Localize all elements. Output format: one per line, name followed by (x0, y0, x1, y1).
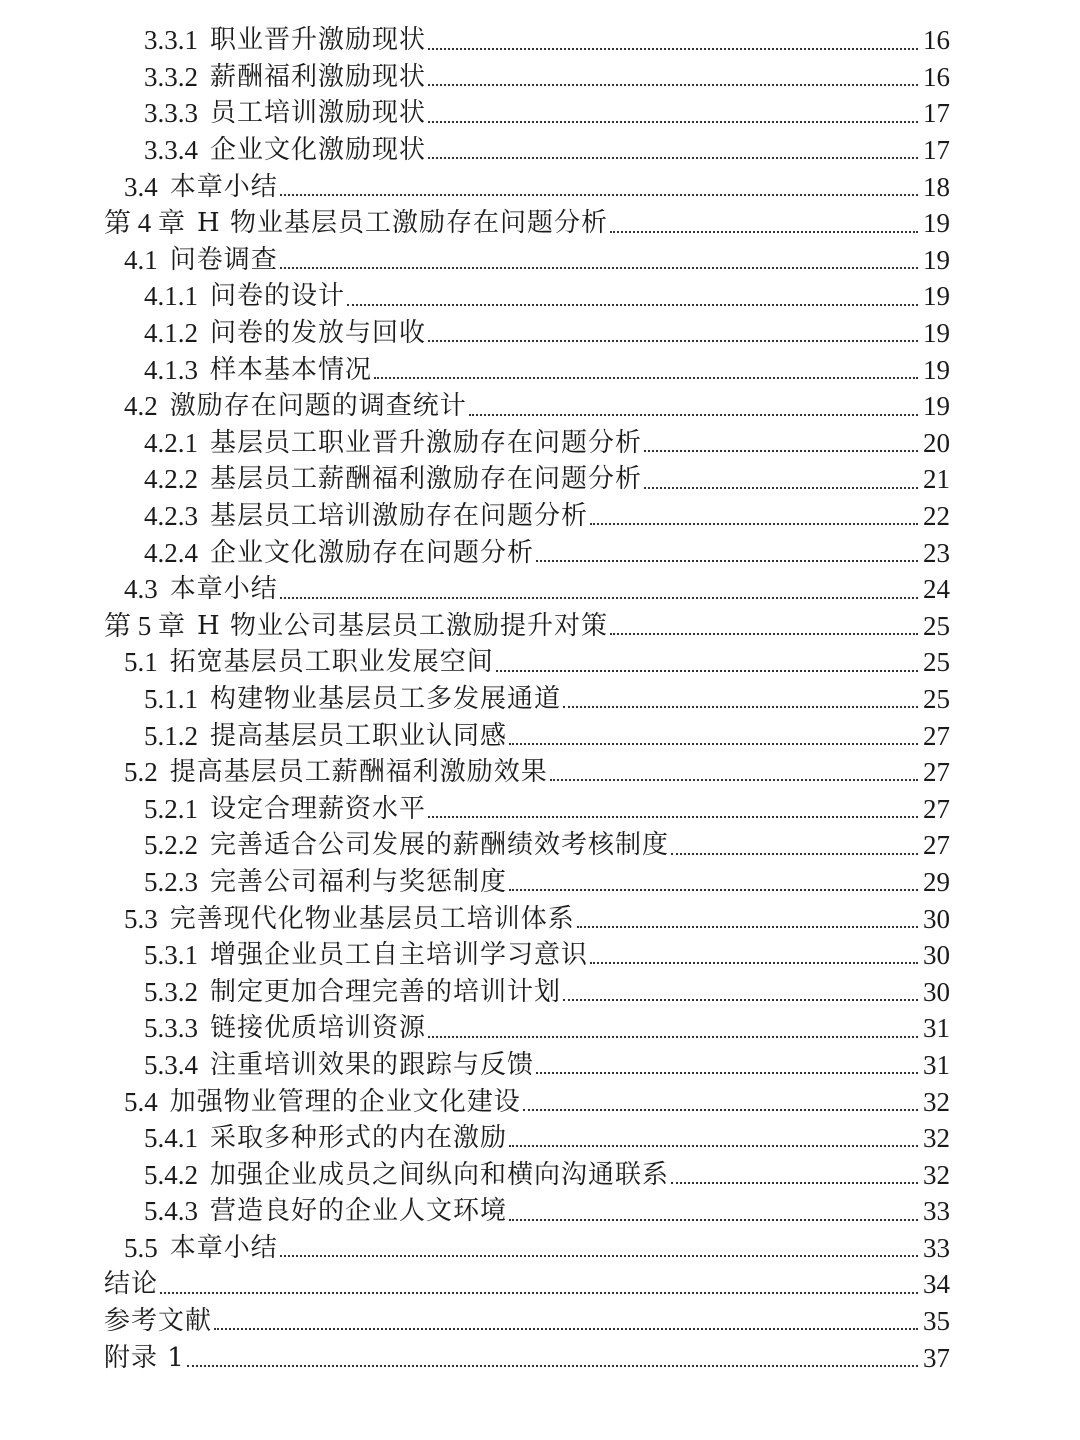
toc-entry-title: 构建物业基层员工多发展通道 (210, 683, 562, 714)
toc-entry-page-number: 25 (923, 647, 950, 678)
toc-entry-title: 营造良好的企业人文环境 (210, 1196, 508, 1227)
toc-dot-leader (509, 743, 918, 745)
toc-entry-title: 企业文化激励存在问题分析 (210, 537, 535, 568)
toc-entry-page-number: 30 (923, 903, 950, 934)
toc-entry[interactable] (0, 425, 1080, 462)
toc-entry-page-number: 27 (923, 830, 950, 861)
toc-entry-page-number: 17 (923, 98, 950, 129)
toc-entry-number: 5.2.1 (144, 793, 198, 824)
toc-entry-number: 5.4.2 (144, 1159, 198, 1190)
toc-entry-page-number: 18 (923, 171, 950, 202)
toc-entry-number: 5.4.1 (144, 1123, 198, 1154)
toc-entry[interactable] (0, 608, 1080, 645)
toc-entry-title: 问卷的设计 (210, 281, 346, 312)
toc-entry[interactable] (0, 900, 1080, 937)
toc-entry[interactable] (0, 351, 1080, 388)
toc-entry-page-number: 30 (923, 976, 950, 1007)
toc-entry-title: 基层员工培训激励存在问题分析 (210, 501, 589, 532)
toc-entry-page-number: 25 (923, 610, 950, 641)
toc-entry-title: 完善现代化物业基层员工培训体系 (169, 903, 575, 934)
toc-entry[interactable] (0, 827, 1080, 864)
toc-entry-page-number: 21 (923, 464, 950, 495)
toc-entry-page-number: 19 (923, 244, 950, 275)
toc-dot-leader (563, 999, 918, 1001)
toc-entry-number: 5.4.3 (144, 1196, 198, 1227)
toc-entry-page-number: 29 (923, 866, 950, 897)
toc-entry-page-number: 22 (923, 501, 950, 532)
toc-entry-title: 职业晋升激励现状 (210, 25, 427, 56)
toc-dot-leader (428, 1036, 918, 1038)
toc-entry-page-number: 23 (923, 537, 950, 568)
toc-entry-page-number: 34 (923, 1269, 950, 1300)
toc-entry-page-number: 32 (923, 1086, 950, 1117)
toc-entry-page-number: 33 (923, 1196, 950, 1227)
toc-entry-number: 5.1.1 (144, 683, 198, 714)
toc-entry[interactable] (0, 973, 1080, 1010)
toc-dot-leader (509, 889, 918, 891)
toc-entry-number: 4.2.3 (144, 501, 198, 532)
toc-entry-title: 激励存在问题的调查统计 (169, 391, 467, 422)
toc-entry[interactable] (0, 681, 1080, 718)
toc-entry-title: 问卷调查 (169, 244, 278, 275)
toc-entry[interactable] (0, 937, 1080, 974)
toc-entry-title: 增强企业员工自主培训学习意识 (210, 940, 589, 971)
toc-dot-leader (644, 450, 918, 452)
toc-entry[interactable] (0, 1193, 1080, 1230)
toc-dot-leader (550, 779, 918, 781)
toc-dot-leader (374, 377, 918, 379)
toc-dot-leader (280, 267, 918, 269)
toc-entry-title: 本章小结 (169, 574, 278, 605)
toc-entry-number: 4.3 (124, 574, 158, 605)
toc-entry[interactable] (0, 644, 1080, 681)
toc-entry-number: 5.3.4 (144, 1049, 198, 1080)
toc-entry-number: 5.1.2 (144, 720, 198, 751)
toc-entry-page-number: 27 (923, 757, 950, 788)
toc-entry-title: 样本基本情况 (210, 354, 373, 385)
toc-entry[interactable] (0, 205, 1080, 242)
toc-entry-number: 3.4 (124, 171, 158, 202)
toc-entry[interactable] (0, 242, 1080, 279)
toc-entry-page-number: 32 (923, 1159, 950, 1190)
toc-dot-leader (610, 231, 918, 233)
toc-entry-page-number: 24 (923, 574, 950, 605)
toc-entry-title: 基层员工薪酬福利激励存在问题分析 (210, 464, 643, 495)
toc-entry-number: 4.2 (124, 391, 158, 422)
toc-dot-leader (671, 1182, 918, 1184)
toc-entry[interactable] (0, 315, 1080, 352)
toc-dot-leader (496, 670, 918, 672)
toc-entry-title: 链接优质培训资源 (210, 1013, 427, 1044)
toc-entry[interactable] (0, 132, 1080, 169)
toc-dot-leader (671, 853, 918, 855)
toc-entry-number: 5.3.2 (144, 976, 198, 1007)
toc-entry-number: 5.4 (124, 1086, 158, 1117)
toc-entry-page-number: 16 (923, 25, 950, 56)
toc-dot-leader (428, 816, 918, 818)
toc-dot-leader (428, 121, 918, 123)
toc-entry-page-number: 16 (923, 61, 950, 92)
toc-dot-leader (536, 1072, 918, 1074)
toc-entry-page-number: 35 (923, 1306, 950, 1337)
toc-dot-leader (590, 962, 918, 964)
toc-entry-title: 制定更加合理完善的培训计划 (210, 976, 562, 1007)
toc-entry-title: 提高基层员工薪酬福利激励效果 (169, 757, 548, 788)
toc-entry-page-number: 30 (923, 940, 950, 971)
toc-dot-leader (347, 304, 918, 306)
table-of-contents (0, 22, 1080, 1376)
toc-dot-leader (536, 560, 918, 562)
toc-entry[interactable] (0, 22, 1080, 59)
toc-entry-title: 采取多种形式的内在激励 (210, 1123, 508, 1154)
toc-entry[interactable] (0, 388, 1080, 425)
toc-entry-page-number: 32 (923, 1123, 950, 1154)
toc-entry-page-number: 19 (923, 281, 950, 312)
toc-entry[interactable] (0, 534, 1080, 571)
toc-entry[interactable] (0, 59, 1080, 96)
toc-entry-page-number: 19 (923, 208, 950, 239)
toc-entry-title: H 物业基层员工激励存在问题分析 (197, 208, 608, 239)
toc-entry-title: 参考文献 (104, 1306, 213, 1337)
toc-dot-leader (428, 48, 918, 50)
toc-entry[interactable] (0, 1047, 1080, 1084)
toc-entry[interactable] (0, 790, 1080, 827)
toc-entry-page-number: 19 (923, 354, 950, 385)
toc-entry-number: 5.1 (124, 647, 158, 678)
toc-dot-leader (428, 340, 918, 342)
toc-dot-leader (160, 1292, 918, 1294)
toc-entry-title: 问卷的发放与回收 (210, 318, 427, 349)
toc-entry-number: 3.3.4 (144, 135, 198, 166)
toc-entry-page-number: 37 (923, 1342, 950, 1373)
toc-entry[interactable] (0, 1120, 1080, 1157)
toc-dot-leader (280, 1255, 918, 1257)
toc-entry[interactable] (0, 571, 1080, 608)
toc-entry-page-number: 31 (923, 1049, 950, 1080)
toc-entry-title: 注重培训效果的跟踪与反馈 (210, 1049, 535, 1080)
toc-entry-number: 4.1.2 (144, 318, 198, 349)
toc-entry[interactable] (0, 1339, 1080, 1376)
toc-entry[interactable] (0, 95, 1080, 132)
toc-entry[interactable] (0, 1303, 1080, 1340)
toc-entry-number: 5.3.1 (144, 940, 198, 971)
toc-entry-title: 附录 1 (104, 1342, 185, 1373)
toc-entry-number: 4.2.1 (144, 427, 198, 458)
toc-entry[interactable] (0, 1010, 1080, 1047)
toc-entry-page-number: 19 (923, 391, 950, 422)
toc-dot-leader (428, 84, 918, 86)
toc-entry-number: 4.1.3 (144, 354, 198, 385)
toc-entry-title: 完善公司福利与奖惩制度 (210, 866, 508, 897)
toc-entry-page-number: 33 (923, 1232, 950, 1263)
toc-entry-number: 5.5 (124, 1232, 158, 1263)
toc-dot-leader (280, 194, 918, 196)
toc-entry-number: 第 4 章 (104, 208, 185, 239)
toc-entry[interactable] (0, 864, 1080, 901)
toc-entry-title: 完善适合公司发展的薪酬绩效考核制度 (210, 830, 670, 861)
toc-entry-title: 员工培训激励现状 (210, 98, 427, 129)
toc-dot-leader (563, 706, 918, 708)
toc-entry-number: 5.3.3 (144, 1013, 198, 1044)
toc-entry-title: 本章小结 (169, 1232, 278, 1263)
toc-entry-page-number: 27 (923, 720, 950, 751)
toc-dot-leader (644, 487, 918, 489)
toc-dot-leader (610, 633, 918, 635)
toc-entry-number: 5.2.2 (144, 830, 198, 861)
toc-entry-page-number: 20 (923, 427, 950, 458)
toc-entry-number: 5.2 (124, 757, 158, 788)
toc-entry[interactable] (0, 168, 1080, 205)
toc-entry-number: 3.3.2 (144, 61, 198, 92)
toc-entry-title: 基层员工职业晋升激励存在问题分析 (210, 427, 643, 458)
toc-entry-number: 4.1.1 (144, 281, 198, 312)
toc-entry[interactable] (0, 717, 1080, 754)
toc-dot-leader (509, 1145, 918, 1147)
toc-entry[interactable] (0, 461, 1080, 498)
toc-dot-leader (428, 157, 918, 159)
toc-entry[interactable] (0, 278, 1080, 315)
toc-entry-page-number: 31 (923, 1013, 950, 1044)
toc-entry-title: 拓宽基层员工职业发展空间 (169, 647, 494, 678)
toc-entry-title: 本章小结 (169, 171, 278, 202)
toc-entry-number: 3.3.3 (144, 98, 198, 129)
toc-entry-title: 薪酬福利激励现状 (210, 61, 427, 92)
toc-dot-leader (509, 1219, 918, 1221)
toc-dot-leader (214, 1328, 918, 1330)
toc-entry[interactable] (0, 1266, 1080, 1303)
toc-entry[interactable] (0, 1230, 1080, 1267)
toc-entry-number: 3.3.1 (144, 25, 198, 56)
toc-entry[interactable] (0, 1156, 1080, 1193)
toc-entry-title: 结论 (104, 1269, 159, 1300)
toc-entry-number: 5.3 (124, 903, 158, 934)
toc-entry-title: 加强物业管理的企业文化建设 (169, 1086, 521, 1117)
toc-entry[interactable] (0, 754, 1080, 791)
toc-entry-number: 4.2.2 (144, 464, 198, 495)
toc-entry-number: 4.2.4 (144, 537, 198, 568)
toc-dot-leader (577, 926, 918, 928)
toc-entry[interactable] (0, 1083, 1080, 1120)
toc-entry[interactable] (0, 498, 1080, 535)
toc-entry-title: 提高基层员工职业认同感 (210, 720, 508, 751)
toc-entry-page-number: 27 (923, 793, 950, 824)
toc-dot-leader (280, 597, 918, 599)
toc-entry-number: 4.1 (124, 244, 158, 275)
toc-entry-page-number: 17 (923, 135, 950, 166)
toc-entry-number: 5.2.3 (144, 866, 198, 897)
toc-entry-title: 企业文化激励现状 (210, 135, 427, 166)
toc-entry-number: 第 5 章 (104, 610, 185, 641)
toc-entry-page-number: 19 (923, 318, 950, 349)
toc-entry-page-number: 25 (923, 683, 950, 714)
toc-entry-title: 设定合理薪资水平 (210, 793, 427, 824)
toc-entry-title: H 物业公司基层员工激励提升对策 (197, 610, 608, 641)
toc-dot-leader (187, 1365, 918, 1367)
toc-dot-leader (469, 414, 918, 416)
toc-dot-leader (590, 523, 918, 525)
toc-dot-leader (523, 1109, 918, 1111)
toc-entry-title: 加强企业成员之间纵向和横向沟通联系 (210, 1159, 670, 1190)
